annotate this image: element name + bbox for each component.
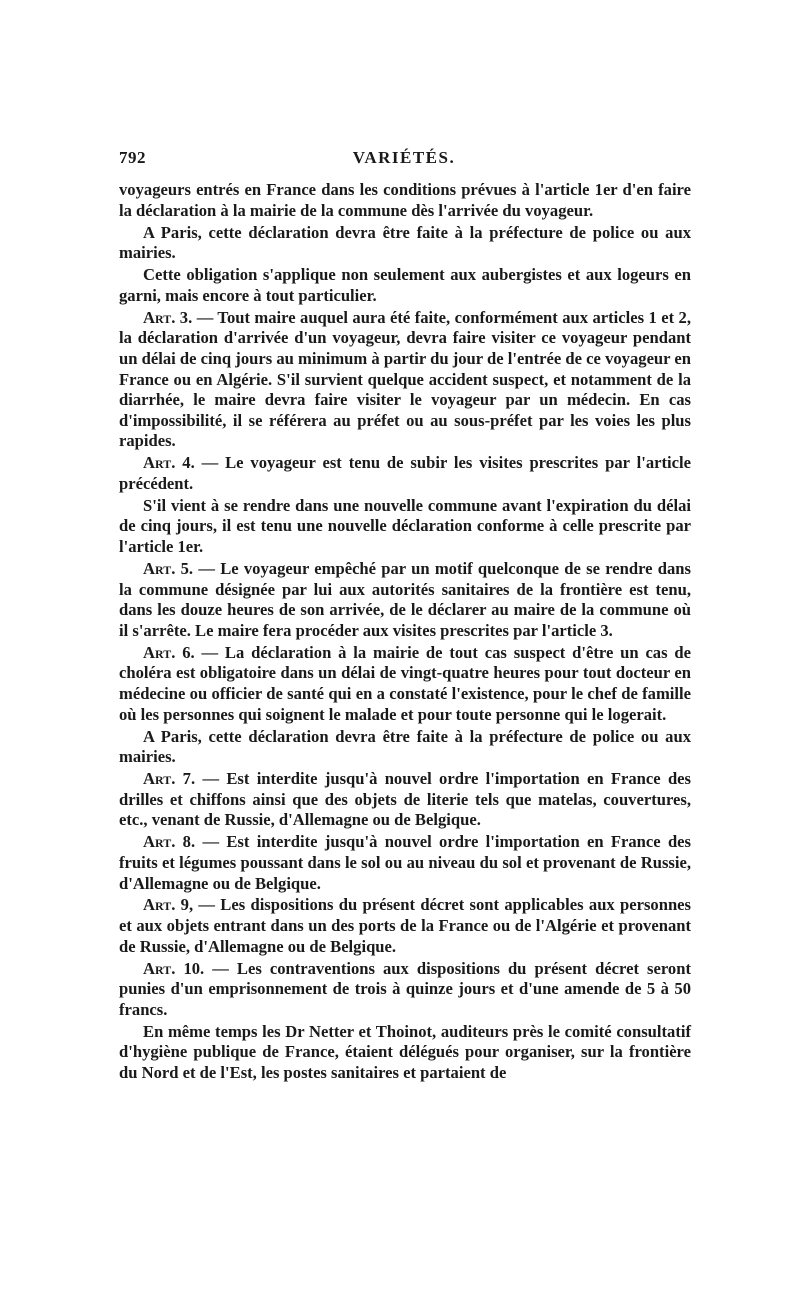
article-label: Art. 7. bbox=[143, 769, 196, 789]
paragraph-text: — Tout maire auquel aura été faite, conformément aux articles 1 et 2, la déclaration d'arrivée d'un voyageur, devra faire visiter ce voyageur pendant un délai de cinq jours au minimum à partir du jour de l'entrée de ce voyageur en France ou en Algérie. S'il survient quelque accident suspect, et notamment de la diarrhée, le maire devra faire visiter le voyageur par un médecin. En cas d'impossibilité, il se référera au préfet ou au sous-préfet par les voies les plus rapides. bbox=[119, 307, 691, 451]
paragraph-text: voyageurs entrés en France dans les conditions prévues à l'article 1er d'en faire la déclaration à la mairie de la commune dès l'arrivée du voyageur. bbox=[119, 180, 691, 220]
article-label: Art. 6. bbox=[143, 642, 195, 662]
article-label: Art. 8. bbox=[143, 832, 196, 852]
paragraph bbox=[119, 769, 691, 831]
paragraph bbox=[119, 832, 691, 894]
article-label: Art. 4. bbox=[143, 453, 195, 473]
paragraph-text: Cette obligation s'applique non seulement aux aubergistes et aux logeurs en garni, mais encore à tout particulier. bbox=[119, 265, 691, 305]
article-label: Art. 10. bbox=[143, 958, 205, 978]
paragraph bbox=[119, 265, 691, 306]
paragraph-text: — Les dispositions du présent décret sont applicables aux personnes et aux objets entrant dans un des ports de la France ou de l'Algérie et provenant de Russie, d'Allemagne ou de Belgique. bbox=[119, 895, 691, 956]
paragraph bbox=[119, 643, 691, 725]
body-text bbox=[119, 180, 691, 1085]
paragraph-text: — Le voyageur empêché par un motif quelconque de se rendre dans la commune désignée par lui aux autorités sanitaires de la frontière est tenu, dans les douze heures de son arrivée, de le déclarer au maire de la commune où il s'arrête. Le maire fera procéder aux visites prescrites par l'article 3. bbox=[119, 559, 691, 640]
paragraph-text: — Est interdite jusqu'à nouvel ordre l'importation en France des fruits et légumes poussant dans le sol ou au niveau du sol et provenant de Russie, d'Allemagne ou de Belgique. bbox=[119, 832, 691, 893]
paragraph-text: S'il vient à se rendre dans une nouvelle commune avant l'expiration du délai de cinq jours, il est tenu une nouvelle déclaration conforme à celle prescrite par l'article 1er. bbox=[119, 495, 691, 557]
paragraph bbox=[119, 180, 691, 221]
paragraph bbox=[119, 308, 691, 452]
paragraph-text: — Est interdite jusqu'à nouvel ordre l'importation en France des drilles et chiffons ainsi que des objets de literie tels que matelas, couvertures, etc., venant de Russie, d'Allemagne ou de Belgique. bbox=[119, 769, 691, 830]
running-title: VARIÉTÉS. bbox=[352, 148, 456, 167]
paragraph bbox=[119, 223, 691, 264]
paragraph-text: — Le voyageur est tenu de subir les visites prescrites par l'article précédent. bbox=[119, 453, 691, 493]
article-label: Art. 5. bbox=[143, 559, 194, 579]
paragraph-text: A Paris, cette déclaration devra être faite à la préfecture de police ou aux mairies. bbox=[119, 726, 691, 767]
article-label: Art. 9, bbox=[143, 895, 194, 915]
paragraph-text: — La déclaration à la mairie de tout cas suspect d'être un cas de choléra est obligatoire dans un délai de vingt-quatre heures pour tout docteur en médecine ou officier de santé qui en a constaté l'existence, pour le chef de famille où les personnes qui soignent le malade et pour toute personne qui le logerait. bbox=[119, 642, 691, 724]
article-label: Art. 3. bbox=[143, 307, 193, 327]
page-number: 792 bbox=[119, 148, 146, 167]
paragraph bbox=[119, 559, 691, 641]
paragraph-text: — Les contraventions aux dispositions du présent décret seront punies d'un emprisonnement de trois à quinze jours et d'une amende de 5 à 50 francs. bbox=[119, 958, 691, 1019]
paragraph bbox=[119, 496, 691, 558]
paragraph-text: A Paris, cette déclaration devra être faite à la préfecture de police ou aux mairies. bbox=[119, 222, 691, 263]
paragraph-text: En même temps les Dr Netter et Thoinot, auditeurs près le comité consultatif d'hygiène publique de France, étaient délégués pour organiser, sur la frontière du Nord et de l'Est, les postes sanitaires et partaient de bbox=[119, 1021, 691, 1083]
paragraph bbox=[119, 895, 691, 957]
paragraph bbox=[119, 959, 691, 1021]
paragraph bbox=[119, 1022, 691, 1084]
paragraph bbox=[119, 453, 691, 494]
paragraph bbox=[119, 727, 691, 768]
page-header bbox=[119, 148, 689, 172]
